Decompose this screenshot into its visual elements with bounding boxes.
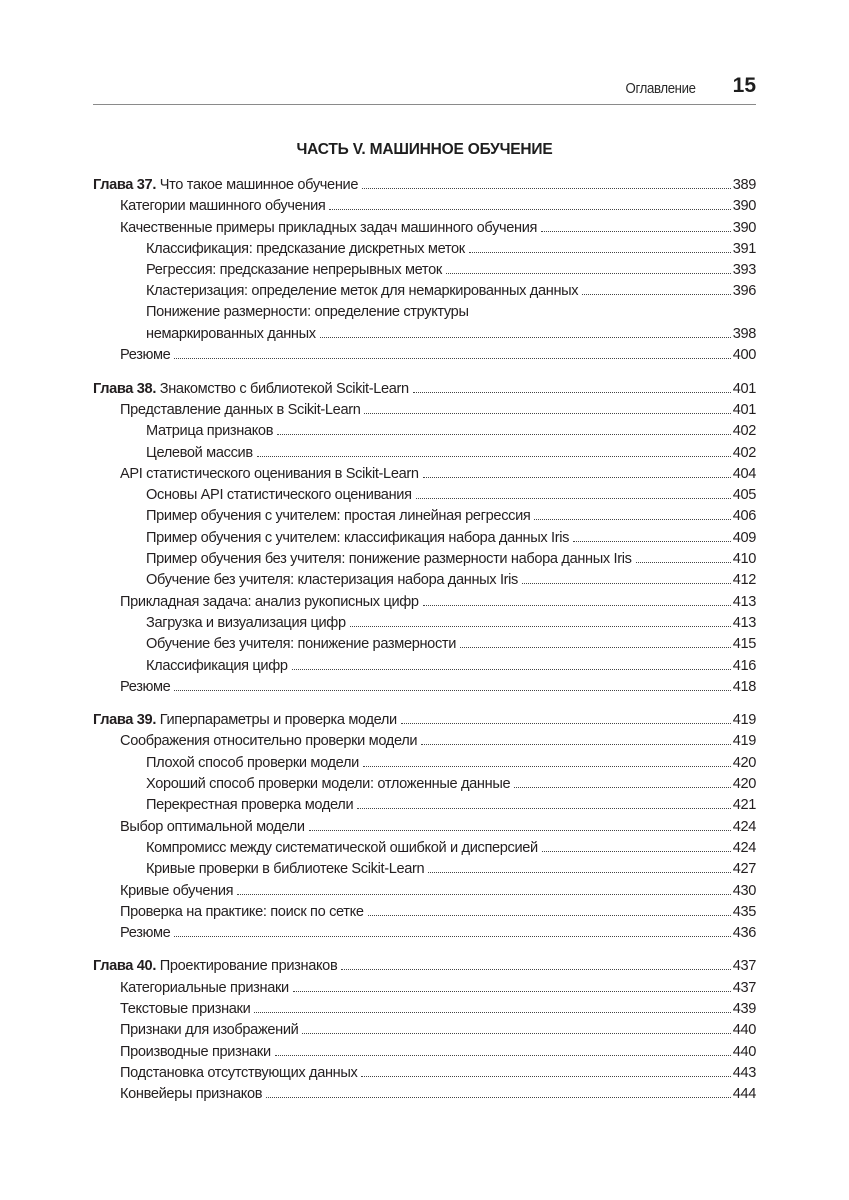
page-ref: 412 <box>732 572 756 589</box>
toc-entry[interactable] <box>93 773 756 794</box>
chapter-40 <box>93 955 756 1104</box>
entry-title: Резюме <box>120 925 171 942</box>
page-ref: 406 <box>732 508 756 525</box>
toc-entry[interactable] <box>93 442 756 463</box>
page-ref: 393 <box>732 262 756 279</box>
chapter-39 <box>93 709 756 943</box>
toc-entry[interactable] <box>93 837 756 858</box>
chapter-38 <box>93 378 756 697</box>
entry-title: Перекрестная проверка модели <box>146 797 354 814</box>
page-header <box>93 74 756 104</box>
page-ref: 418 <box>732 678 756 695</box>
dot-leader <box>341 955 730 970</box>
entry-title: Регрессия: предсказание непрерывных меток <box>146 262 442 279</box>
entry-title: Признаки для изображений <box>120 1022 299 1039</box>
page-ref: 413 <box>732 593 756 610</box>
toc-entry[interactable] <box>93 505 756 526</box>
toc-entry[interactable] <box>93 399 756 420</box>
dot-leader <box>292 655 731 670</box>
toc-entry[interactable] <box>93 752 756 773</box>
dot-leader <box>257 442 731 457</box>
entry-title: Кривые проверки в библиотеке Scikit-Learn <box>146 861 425 878</box>
entry-title: Качественные примеры прикладных задач машинного обучения <box>120 219 538 236</box>
page-ref: 389 <box>732 177 756 193</box>
dot-leader <box>364 399 730 414</box>
entry-title: Конвейеры признаков <box>120 1086 263 1103</box>
toc-entry[interactable] <box>93 858 756 879</box>
chapter-title: Знакомство с библиотекой Scikit-Learn <box>159 380 409 397</box>
toc-entry[interactable] <box>93 548 756 569</box>
page-ref: 409 <box>732 529 756 546</box>
dot-leader <box>277 420 731 435</box>
toc-entry[interactable] <box>93 998 756 1019</box>
dot-leader <box>469 238 731 253</box>
dot-leader <box>573 527 731 542</box>
dot-leader <box>174 922 730 937</box>
page-ref: 444 <box>732 1086 756 1103</box>
page-ref: 396 <box>732 283 756 300</box>
page-ref: 427 <box>732 861 756 878</box>
toc-entry[interactable] <box>93 633 756 654</box>
page-ref: 400 <box>732 347 756 364</box>
chapter-label: Глава 40. <box>93 958 157 975</box>
chapter-37 <box>93 174 756 366</box>
entry-title: Целевой массив <box>146 444 253 461</box>
header-rule <box>93 104 756 105</box>
entry-title: Классификация: предсказание дискретных меток <box>146 240 465 257</box>
page-ref: 437 <box>732 958 756 975</box>
part-title: ЧАСТЬ V. МАШИННОЕ ОБУЧЕНИЕ <box>296 141 553 158</box>
toc-entry[interactable] <box>93 323 756 344</box>
page-ref: 424 <box>732 839 756 856</box>
page-ref: 413 <box>732 614 756 631</box>
entry-title: Выбор оптимальной модели <box>120 818 305 835</box>
page-ref: 402 <box>732 444 756 461</box>
entry-title: Обучение без учителя: понижение размерности <box>146 636 457 653</box>
dot-leader <box>413 378 731 393</box>
page-ref: 430 <box>732 882 756 899</box>
dot-leader <box>423 463 731 478</box>
toc-entry[interactable] <box>93 922 756 943</box>
dot-leader <box>582 280 730 295</box>
dot-leader <box>363 752 731 767</box>
dot-leader <box>329 195 730 210</box>
entry-title: Хороший способ проверки модели: отложенные данные <box>146 776 511 793</box>
page-ref: 419 <box>732 712 756 729</box>
dot-leader <box>357 794 730 809</box>
entry-title: Представление данных в Scikit-Learn <box>120 401 361 418</box>
entry-title: Загрузка и визуализация цифр <box>146 614 346 631</box>
entry-title: Кластеризация: определение меток для немаркированных данных <box>146 283 579 300</box>
toc-entry[interactable] <box>93 217 756 238</box>
toc-entry[interactable] <box>93 569 756 590</box>
entry-title: Категориальные признаки <box>120 979 289 996</box>
entry-title: Обучение без учителя: кластеризация набора данных Iris <box>146 572 518 589</box>
dot-leader <box>302 1019 730 1034</box>
chapter-label: Глава 37. <box>93 177 157 193</box>
page-ref: 390 <box>732 219 756 236</box>
toc-entry[interactable] <box>93 484 756 505</box>
dot-leader <box>460 633 731 648</box>
toc-entry[interactable] <box>93 463 756 484</box>
toc-entry-wrapped-line[interactable]: Понижение размерности: определение структуры <box>146 303 469 320</box>
page-ref: 424 <box>732 818 756 835</box>
toc-chapter-entry[interactable] <box>93 955 756 976</box>
dot-leader <box>421 730 730 745</box>
running-title: Оглавление <box>625 80 696 97</box>
page-ref: 440 <box>732 1043 756 1060</box>
dot-leader <box>174 344 730 359</box>
dot-leader <box>446 259 731 274</box>
entry-title: Основы API статистического оценивания <box>146 487 412 504</box>
toc-entry[interactable] <box>93 1019 756 1040</box>
dot-leader <box>401 709 731 724</box>
page-ref: 390 <box>732 198 756 215</box>
toc-chapter-entry[interactable] <box>93 174 756 195</box>
page-ref: 402 <box>732 423 756 440</box>
entry-title: Матрица признаков <box>146 423 274 440</box>
chapter-label: Глава 38. <box>93 380 157 397</box>
toc-entry[interactable] <box>93 195 756 216</box>
entry-title: Подстановка отсутствующих данных <box>120 1064 358 1081</box>
dot-leader <box>237 880 730 895</box>
toc-entry[interactable] <box>93 591 756 612</box>
toc-entry[interactable] <box>93 238 756 259</box>
page-ref: 410 <box>732 551 756 568</box>
page-ref: 401 <box>732 401 756 418</box>
toc-entry[interactable] <box>93 794 756 815</box>
page-ref: 416 <box>732 657 756 674</box>
page-ref: 391 <box>732 240 756 257</box>
entry-title: Проверка на практике: поиск по сетке <box>120 903 364 920</box>
dot-leader <box>254 998 730 1013</box>
toc-entry[interactable] <box>93 1083 756 1104</box>
toc-chapter-entry[interactable] <box>93 709 756 730</box>
toc-entry[interactable] <box>93 977 756 998</box>
chapter-title: Гиперпараметры и проверка модели <box>159 712 397 729</box>
page-ref: 435 <box>732 903 756 920</box>
chapter-label: Глава 39. <box>93 712 157 729</box>
entry-title: Категории машинного обучения <box>120 198 326 215</box>
toc-entry[interactable] <box>93 655 756 676</box>
dot-leader <box>423 591 731 606</box>
page-ref: 437 <box>732 979 756 996</box>
page-number: 15 <box>732 74 756 97</box>
page-ref: 421 <box>732 797 756 814</box>
toc-entry[interactable] <box>93 420 756 441</box>
toc-entry[interactable] <box>93 816 756 837</box>
page-ref: 419 <box>732 733 756 750</box>
page-ref: 439 <box>732 1000 756 1017</box>
page-ref: 436 <box>732 925 756 942</box>
toc-entry[interactable] <box>93 730 756 751</box>
entry-title: Классификация цифр <box>146 657 288 674</box>
entry-title: Пример обучения с учителем: простая линейная регрессия <box>146 508 531 525</box>
page-ref: 405 <box>732 487 756 504</box>
page-ref: 398 <box>732 326 756 343</box>
entry-title: немаркированных данных <box>146 326 316 343</box>
dot-leader <box>428 858 730 873</box>
table-of-contents <box>93 174 756 1116</box>
page-ref: 415 <box>732 636 756 653</box>
dot-leader <box>636 548 731 563</box>
toc-entry[interactable] <box>93 676 756 697</box>
page-ref: 440 <box>732 1022 756 1039</box>
toc-entry[interactable] <box>93 901 756 922</box>
dot-leader <box>534 505 730 520</box>
toc-entry[interactable] <box>93 612 756 633</box>
toc-entry[interactable] <box>93 880 756 901</box>
toc-entry[interactable] <box>93 1041 756 1062</box>
dot-leader <box>320 323 731 338</box>
toc-entry[interactable] <box>93 280 756 301</box>
entry-title: API статистического оценивания в Scikit-Learn <box>120 465 419 482</box>
dot-leader <box>522 569 731 584</box>
dot-leader <box>293 977 731 992</box>
page-ref: 420 <box>732 776 756 793</box>
toc-chapter-entry[interactable] <box>93 378 756 399</box>
dot-leader <box>541 217 731 232</box>
entry-title: Прикладная задача: анализ рукописных цифр <box>120 593 419 610</box>
entry-title: Плохой способ проверки модели <box>146 754 359 771</box>
dot-leader <box>416 484 731 499</box>
entry-title: Соображения относительно проверки модели <box>120 733 418 750</box>
dot-leader <box>514 773 730 788</box>
entry-title: Текстовые признаки <box>120 1000 251 1017</box>
entry-title: Резюме <box>120 678 171 695</box>
chapter-title: Проектирование признаков <box>159 958 338 975</box>
entry-title: Резюме <box>120 347 171 364</box>
dot-leader <box>361 1062 730 1077</box>
entry-title: Компромисс между систематической ошибкой и дисперсией <box>146 839 538 856</box>
toc-entry[interactable] <box>93 1062 756 1083</box>
page-ref: 401 <box>732 380 756 397</box>
entry-title: Пример обучения с учителем: классификация набора данных Iris <box>146 529 570 546</box>
dot-leader <box>309 816 731 831</box>
chapter-title: Что такое машинное обучение <box>159 177 359 193</box>
page-ref: 443 <box>732 1064 756 1081</box>
dot-leader <box>350 612 731 627</box>
toc-entry[interactable] <box>93 527 756 548</box>
dot-leader <box>368 901 731 916</box>
dot-leader <box>362 174 731 189</box>
toc-entry[interactable] <box>93 259 756 280</box>
dot-leader <box>542 837 731 852</box>
entry-title: Кривые обучения <box>120 882 234 899</box>
dot-leader <box>266 1083 731 1098</box>
dot-leader <box>174 676 730 691</box>
page-ref: 404 <box>732 465 756 482</box>
dot-leader <box>275 1041 731 1056</box>
entry-title: Пример обучения без учителя: понижение размерности набора данных Iris <box>146 551 632 568</box>
entry-title: Производные признаки <box>120 1043 271 1060</box>
toc-entry[interactable] <box>93 344 756 365</box>
page-ref: 420 <box>732 754 756 771</box>
